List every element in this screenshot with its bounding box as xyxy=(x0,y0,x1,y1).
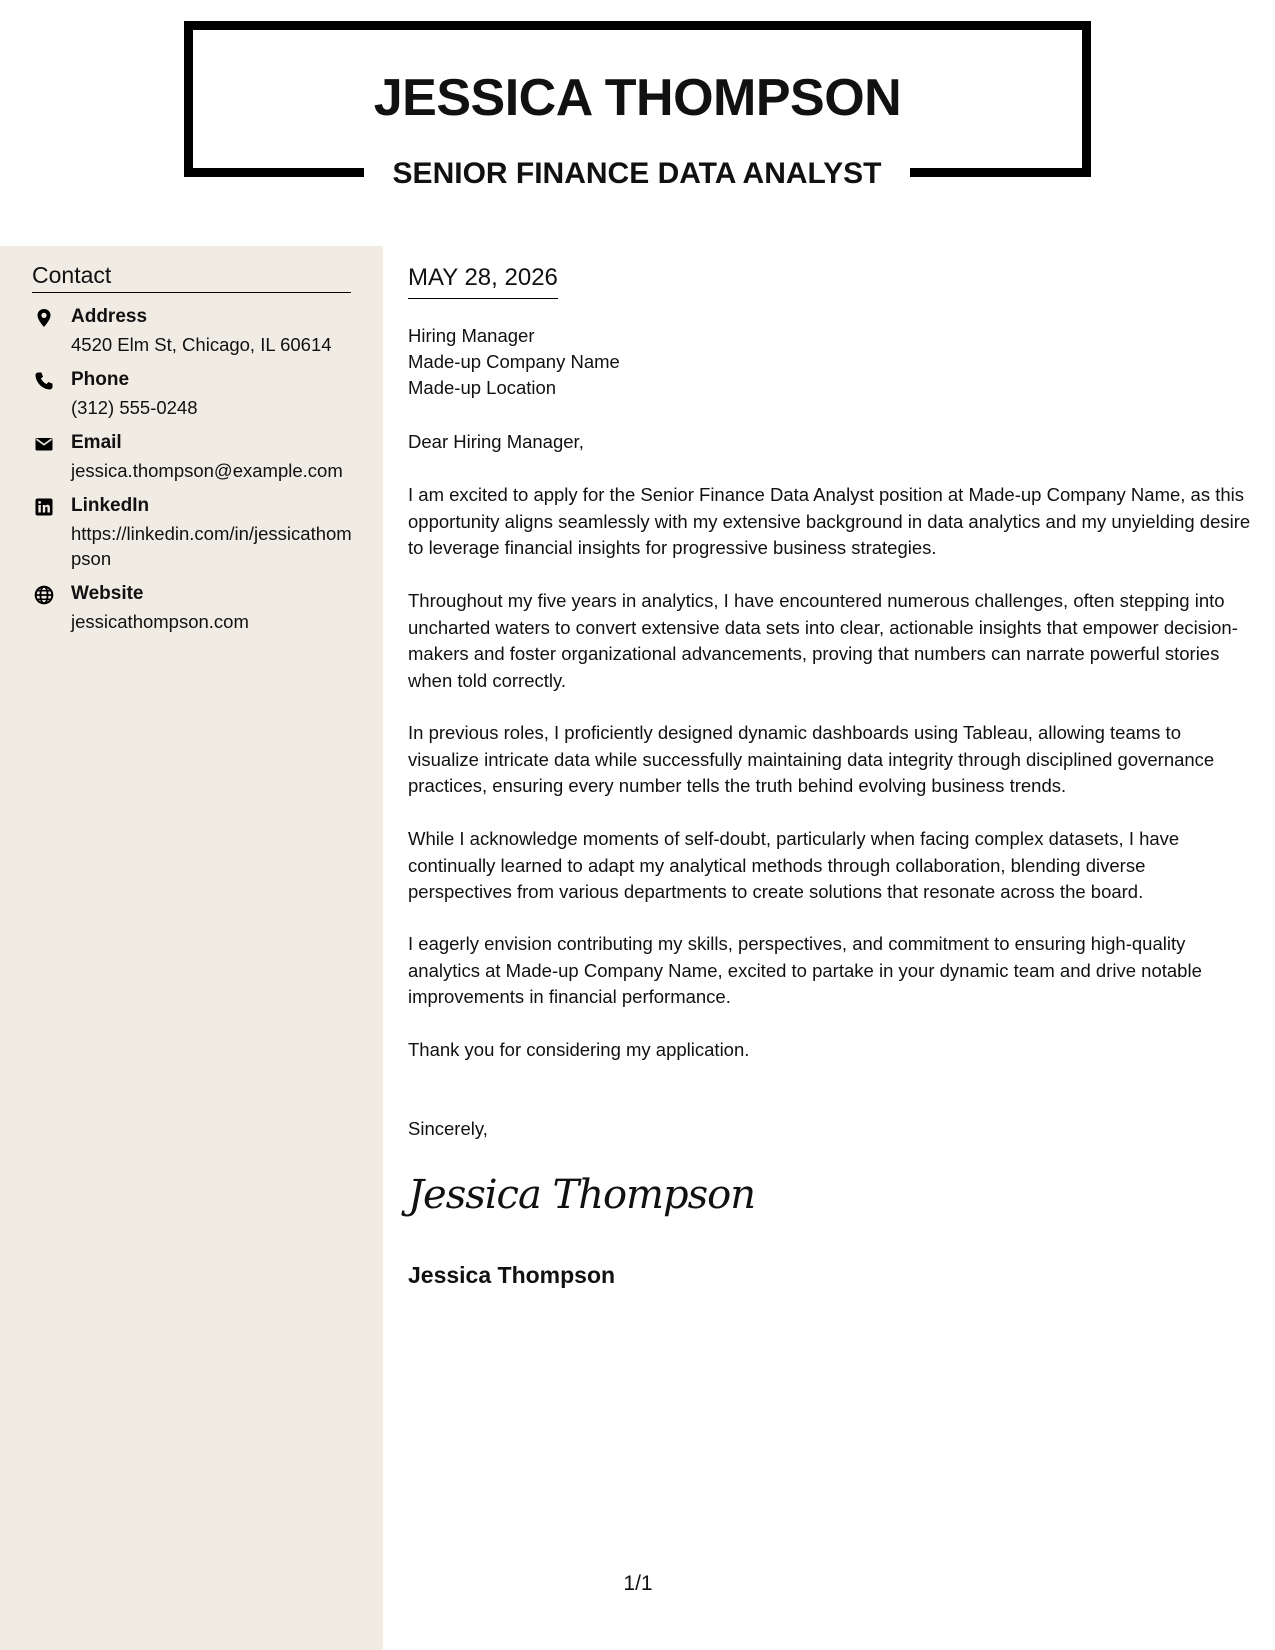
recipient-line: Made-up Company Name xyxy=(408,351,620,372)
phone-icon xyxy=(34,371,54,391)
letter-date: MAY 28, 2026 xyxy=(408,264,558,299)
signer-name: Jessica Thompson xyxy=(408,1262,616,1288)
applicant-name: JESSICA THOMPSON xyxy=(373,69,902,127)
body-paragraph: In previous roles, I proficiently designed dynamic dashboards using Tableau, allowing teams to visualize intricate data while successfully maintaining data integrity through disciplined governance practices, ensuring every number tells the truth behind evolving business trends. xyxy=(408,722,1215,796)
contact-label: LinkedIn xyxy=(71,495,150,516)
email-value: jessica.thompson@example.com xyxy=(71,460,343,481)
contact-label: Website xyxy=(71,583,144,604)
body-paragraph: I eagerly envision contributing my skills, perspectives, and commitment to ensuring high-quality analytics at Made-up Company Name, excited to partake in your dynamic team and drive notable improvements in financial performance. xyxy=(408,933,1202,1007)
map-pin-icon xyxy=(34,308,54,328)
body-paragraph: I am excited to apply for the Senior Finance Data Analyst position at Made-up Company Name, as this opportunity aligns seamlessly with my extensive background in data analytics and my unyielding desire to leverage financial insights for progressive business strategies. xyxy=(408,484,1251,558)
recipient-line: Hiring Manager xyxy=(408,325,535,346)
contact-heading: Contact xyxy=(32,262,351,293)
globe-icon xyxy=(34,585,54,605)
recipient-line: Made-up Location xyxy=(408,377,557,398)
page-number: 1/1 xyxy=(623,1572,653,1595)
body-paragraph: Throughout my five years in analytics, I have encountered numerous challenges, often stepping into uncharted waters to convert extensive data sets into clear, actionable insights that empower decision-makers and foster organizational advancements, proving that numbers can narrate powerful stories when told correctly. xyxy=(408,590,1238,691)
website-value[interactable]: jessicathompson.com xyxy=(71,611,249,632)
body-paragraph: While I acknowledge moments of self-doubt, particularly when facing complex datasets, I have continually learned to adapt my analytical methods through collaboration, blending diverse perspectives from various departments to create solutions that resonate across the board. xyxy=(408,828,1180,902)
sign-off: Sincerely, xyxy=(408,1118,488,1139)
salutation: Dear Hiring Manager, xyxy=(408,431,584,452)
contact-label: Address xyxy=(71,306,148,327)
recipient-block xyxy=(408,323,620,401)
contact-label: Email xyxy=(71,432,122,453)
handwritten-signature: Jessica Thompson xyxy=(408,1172,755,1218)
phone-value: (312) 555-0248 xyxy=(71,397,198,418)
linkedin-icon xyxy=(34,497,54,517)
envelope-icon xyxy=(34,434,54,454)
contact-label: Phone xyxy=(71,369,130,390)
linkedin-value[interactable]: https://linkedin.com/in/jessicathompson xyxy=(71,523,352,569)
contact-sidebar xyxy=(0,246,383,1650)
job-title: SENIOR FINANCE DATA ANALYST xyxy=(392,157,882,190)
closing-thanks: Thank you for considering my application. xyxy=(408,1039,750,1060)
address-value: 4520 Elm St, Chicago, IL 60614 xyxy=(71,334,332,355)
